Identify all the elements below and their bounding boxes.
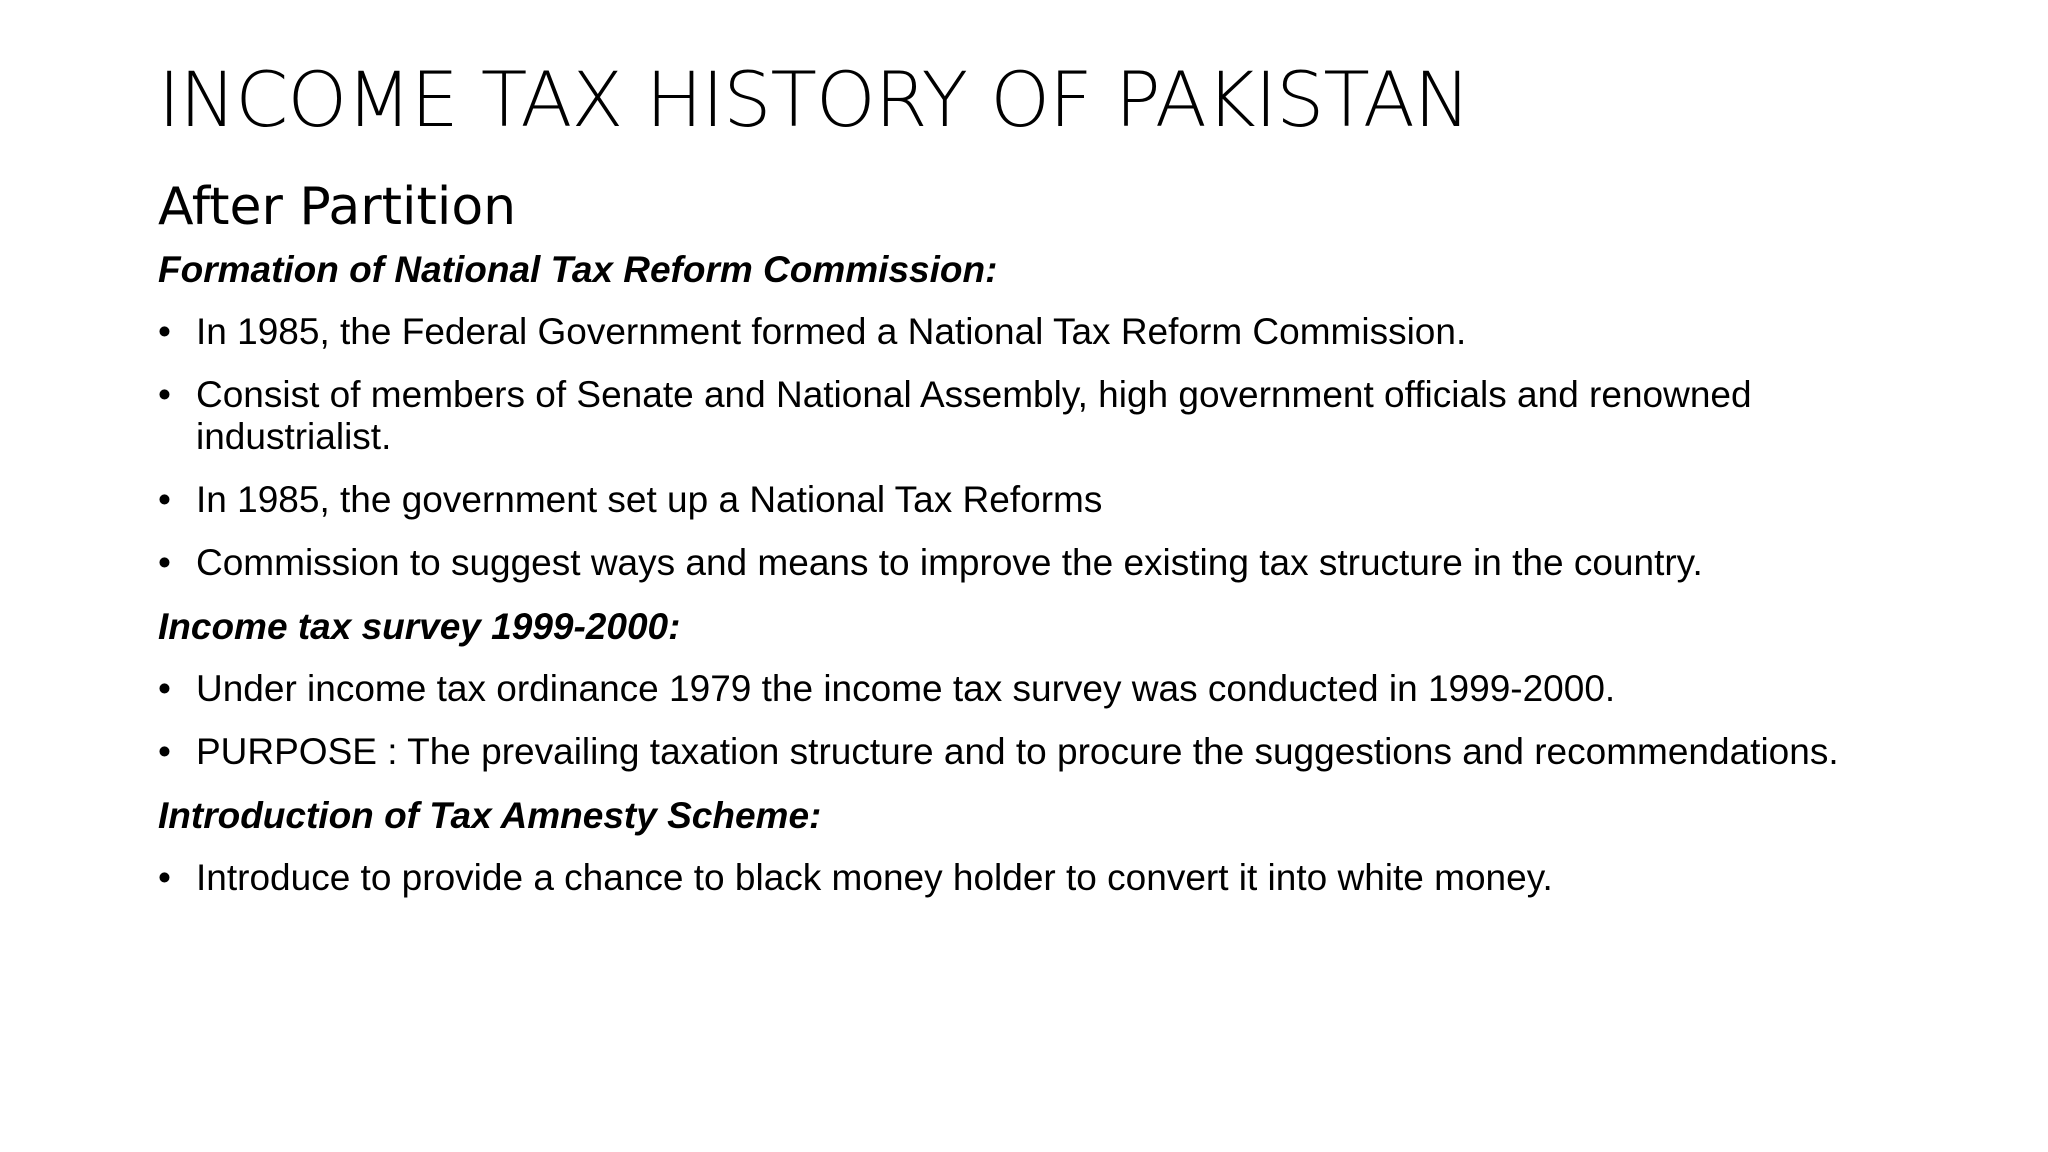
bullet-item bbox=[158, 857, 1898, 899]
bullet-text: Commission to suggest ways and means to improve the existing tax structure in the country. bbox=[196, 542, 1703, 583]
section-heading-income-tax-survey: Income tax survey 1999-2000: bbox=[158, 606, 681, 647]
bullet-icon: • bbox=[158, 668, 171, 709]
bullet-text: Consist of members of Senate and National Assembly, high government officials and renowned industrialist. bbox=[196, 374, 1752, 457]
bullet-item bbox=[158, 479, 1898, 521]
bullet-item bbox=[158, 311, 1898, 353]
bullet-icon: • bbox=[158, 311, 171, 352]
bullet-text: Under income tax ordinance 1979 the income tax survey was conducted in 1999-2000. bbox=[196, 668, 1616, 709]
bullet-text: In 1985, the government set up a National Tax Reforms bbox=[196, 479, 1103, 520]
bullet-item bbox=[158, 668, 1898, 710]
section-heading-tax-reform-commission: Formation of National Tax Reform Commission: bbox=[158, 249, 998, 290]
bullet-item bbox=[158, 374, 1898, 458]
bullet-text: PURPOSE : The prevailing taxation structure and to procure the suggestions and recommendations. bbox=[196, 731, 1839, 772]
bullet-icon: • bbox=[158, 857, 171, 898]
slide-subtitle: After Partition bbox=[158, 177, 517, 237]
bullet-icon: • bbox=[158, 479, 171, 520]
slide-body bbox=[158, 174, 1898, 920]
bullet-text: In 1985, the Federal Government formed a National Tax Reform Commission. bbox=[196, 311, 1467, 352]
bullet-item bbox=[158, 542, 1898, 584]
bullet-item bbox=[158, 731, 1898, 773]
bullet-text: Introduce to provide a chance to black money holder to convert it into white money. bbox=[196, 857, 1553, 898]
bullet-icon: • bbox=[158, 731, 171, 772]
slide-title: INCOME TAX HISTORY OF PAKISTAN bbox=[158, 55, 1470, 144]
section-heading-tax-amnesty-scheme: Introduction of Tax Amnesty Scheme: bbox=[158, 795, 822, 836]
bullet-icon: • bbox=[158, 542, 171, 583]
bullet-icon: • bbox=[158, 374, 171, 415]
